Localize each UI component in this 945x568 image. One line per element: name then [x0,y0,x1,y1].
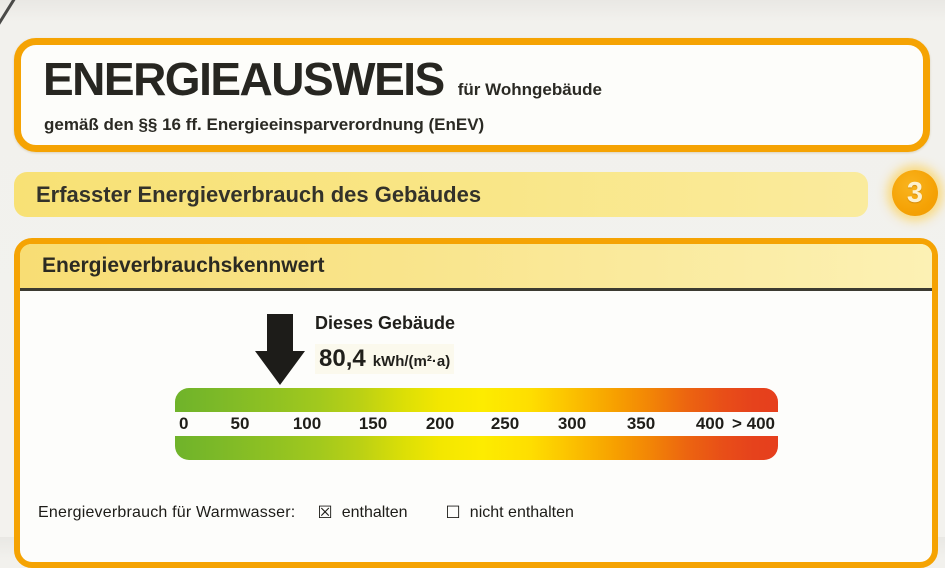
page-title: ENERGIEAUSWEIS [43,53,444,105]
scale-tick-250: 250 [490,414,520,433]
building-marker-value-row [315,344,454,374]
page-title-suffix: für Wohngebäude [457,80,602,99]
warmwasser-row [38,500,898,526]
energy-value: 80,4 [319,345,366,372]
warmwasser-label: Energieverbrauch für Warmwasser: [38,504,296,521]
building-marker-arrowhead-icon [255,351,305,385]
scale-tick-100: 100 [292,414,322,433]
energy-scale-bar [175,388,778,460]
kennwert-panel-title: Energieverbrauchskennwert [42,254,325,277]
page-number-badge: 3 [892,170,938,216]
scan-artifact-line [0,0,22,32]
title-box [14,38,930,152]
page-subtitle: gemäß den §§ 16 ff. Energieeinsparverordnung (EnEV) [44,115,485,134]
energy-unit: kWh/(m²·a) [372,353,451,370]
scale-tick-350: 350 [626,414,656,433]
scale-tick-400: 400 [695,414,725,433]
title-row [43,55,602,103]
scale-tick-150: 150 [358,414,388,433]
scale-tick-300: 300 [557,414,587,433]
checkbox-unchecked-label: nicht enthalten [469,504,574,521]
scale-tick-over-400: > 400 [731,414,775,433]
scale-tick-50: 50 [230,414,250,433]
checkbox-checked-label: enthalten [341,504,408,521]
scale-tick-200: 200 [425,414,455,433]
section-header-bar [14,172,868,217]
building-marker-label: Dieses Gebäude [315,313,456,333]
building-marker-arrow-icon [267,314,293,352]
scale-tick-0: 0 [179,414,189,433]
checkbox-checked-icon: ☒ [317,502,333,523]
kennwert-panel-header [20,244,932,291]
checkbox-unchecked-icon: ☐ [445,502,461,523]
section-header-label: Erfasster Energieverbrauch des Gebäudes [36,181,482,207]
energy-scale-label-stripe [175,412,778,436]
